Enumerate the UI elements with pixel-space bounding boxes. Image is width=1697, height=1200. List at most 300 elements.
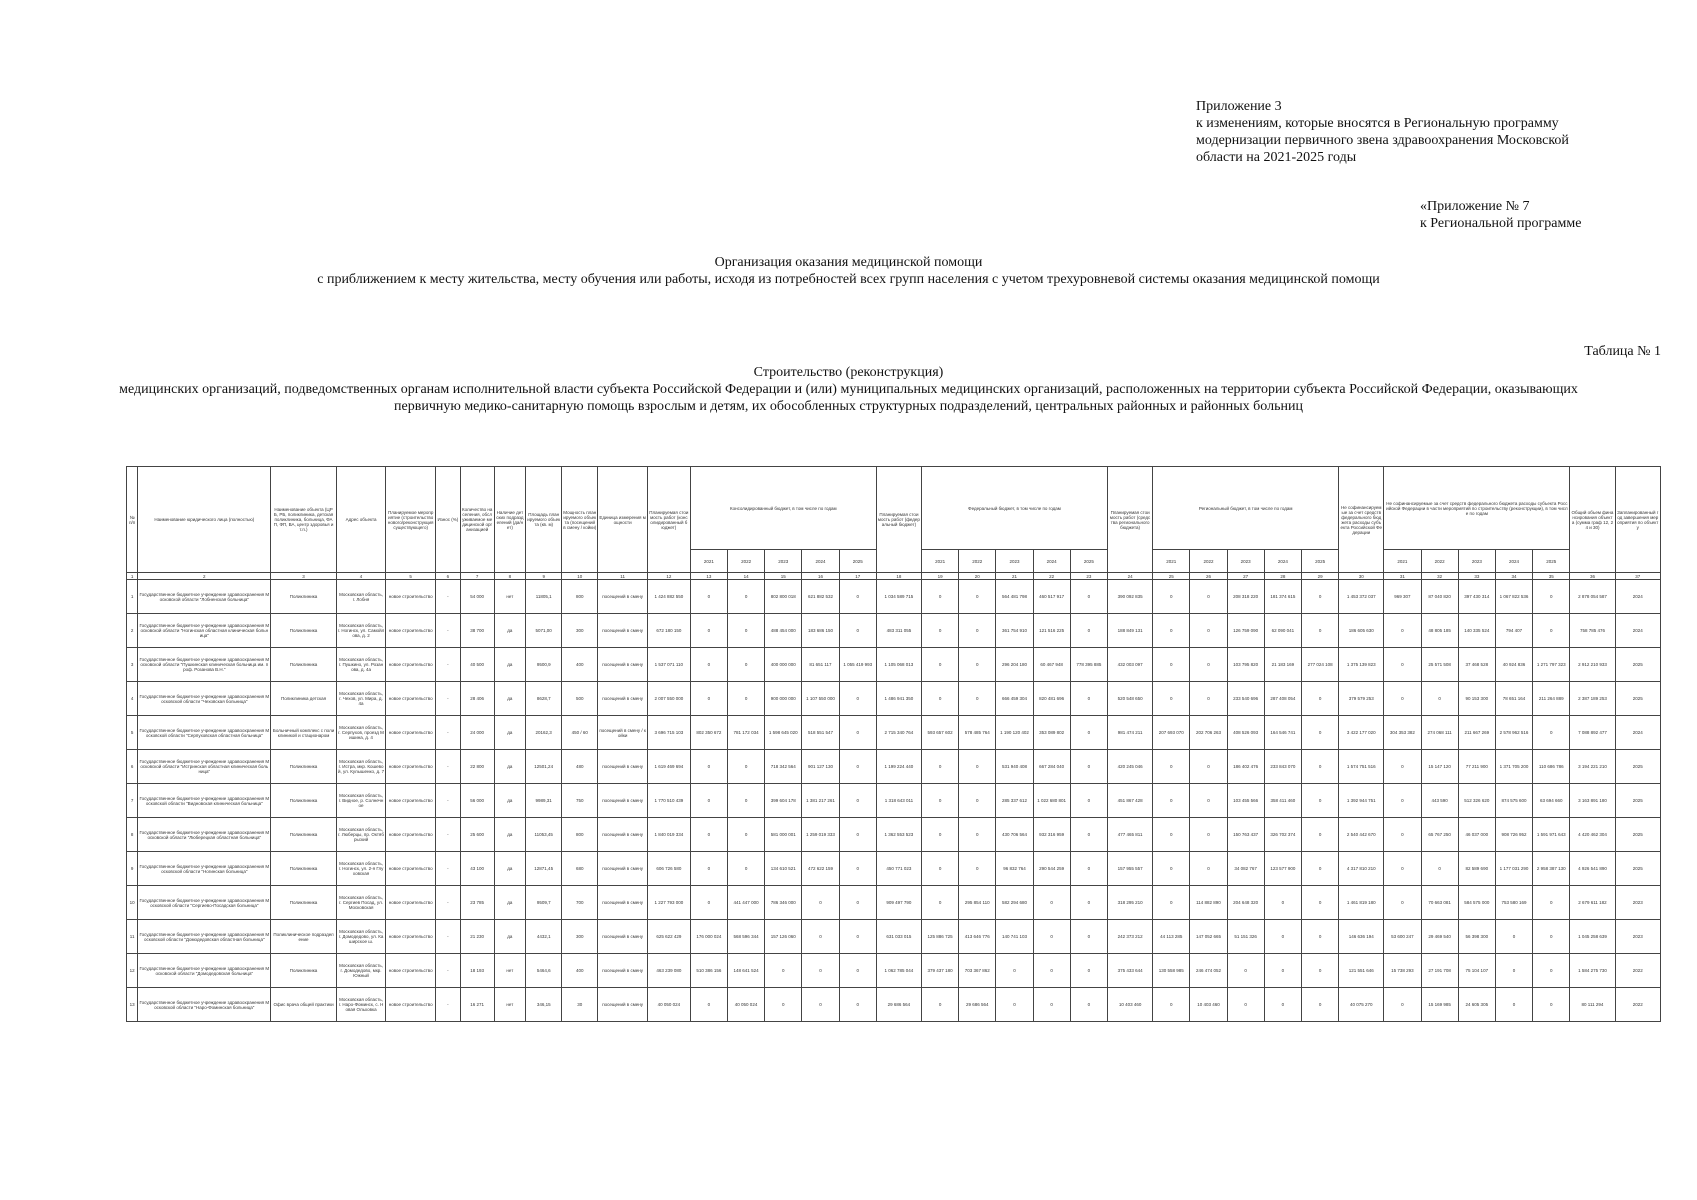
- cell-wear: -: [435, 648, 460, 682]
- cell-cofinance-2025: 0: [1533, 716, 1570, 750]
- column-number: 28: [1264, 573, 1301, 580]
- header-cof-total: Не софинансируемые за счет средств федерального бюджета расходы субъекта Российской Федерации: [1339, 467, 1384, 573]
- column-number: 29: [1301, 573, 1338, 580]
- cell-regional-2023: 186 402 476: [1227, 750, 1264, 784]
- cell-cof-total: 186 605 630: [1339, 614, 1384, 648]
- cell-reg-total: 451 867 428: [1108, 784, 1153, 818]
- cell-federal-2024: 1 022 680 801: [1033, 784, 1070, 818]
- cell-consolidated-2025: 0: [839, 750, 876, 784]
- cell-regional-2025: 0: [1301, 580, 1338, 614]
- cell-wear: -: [435, 614, 460, 648]
- cell-total: 2 387 189 253: [1570, 682, 1615, 716]
- table-title: [0, 364, 1697, 415]
- cell-consolidated-2024: 0: [802, 920, 839, 954]
- cell-area: 5071,00: [526, 614, 562, 648]
- table-row: [127, 648, 1661, 682]
- cell-regional-2022: 0: [1190, 750, 1227, 784]
- column-number: 5: [386, 573, 436, 580]
- header-year-regional-2022: 2022: [1190, 550, 1227, 573]
- cell-cof-total: 146 636 194: [1339, 920, 1384, 954]
- cell-federal-2025: 0: [1070, 818, 1107, 852]
- cell-cost: 606 726 580: [647, 852, 690, 886]
- cell-cost: 40 050 024: [647, 988, 690, 1022]
- cell-wear: -: [435, 988, 460, 1022]
- cell-consolidated-2024: 518 551 547: [802, 716, 839, 750]
- cell-federal-2024: 0: [1033, 920, 1070, 954]
- cell-population: 28 406: [460, 682, 494, 716]
- cell-name: Государственное бюджетное учреждение здравоохранения Московской области "Наро-Фоминская больница": [138, 988, 271, 1022]
- header-group-consolidated: Консолидированный бюджет, в том числе по годам: [690, 467, 876, 550]
- cell-total: 2 912 210 933: [1570, 648, 1615, 682]
- cell-cofinance-2022: 48 805 185: [1421, 614, 1458, 648]
- header-year-regional-2024: 2024: [1264, 550, 1301, 573]
- cell-cofinance-2025: 0: [1533, 920, 1570, 954]
- cell-regional-2025: 0: [1301, 614, 1338, 648]
- cell-cofinance-2022: 0: [1421, 682, 1458, 716]
- cell-wear: -: [435, 580, 460, 614]
- cell-regional-2022: 0: [1190, 852, 1227, 886]
- cell-regional-2021: 207 693 070: [1153, 716, 1190, 750]
- cell-area: 346,15: [526, 988, 562, 1022]
- cell-cofinance-2022: 15 169 985: [1421, 988, 1458, 1022]
- cell-name: Государственное бюджетное учреждение здравоохранения Московской области "Лобненская больница": [138, 580, 271, 614]
- cell-address: Московская область, г. Домодедово, мкр. Южный: [336, 954, 386, 988]
- table-row: [127, 954, 1661, 988]
- cell-wear: -: [435, 750, 460, 784]
- header-year-cofinance-2022: 2022: [1421, 550, 1458, 573]
- column-number: 2: [138, 573, 271, 580]
- cell-wear: -: [435, 852, 460, 886]
- table-title-line-2: медицинских организаций, подведомственных органам исполнительной власти субъекта Российской Федерации и (или) муниципальных медицинских организаций, расположенных на территории субъекта Российской Федерации, оказывающих: [119, 382, 1578, 397]
- cell-area: 5464,6: [526, 954, 562, 988]
- column-number: 32: [1421, 573, 1458, 580]
- cell-children: да: [494, 648, 526, 682]
- column-number: 11: [598, 573, 648, 580]
- cell-regional-2021: 0: [1153, 614, 1190, 648]
- cell-object: Поликлиническое подразделение: [271, 920, 336, 954]
- cell-total: 2 679 611 182: [1570, 886, 1615, 920]
- cell-federal-2021: 0: [921, 852, 958, 886]
- table-row: [127, 682, 1661, 716]
- cell-regional-2023: 51 151 326: [1227, 920, 1264, 954]
- cell-object: Больничный комплекс с поликлиникой и стационаром: [271, 716, 336, 750]
- cell-cost: 1 424 882 550: [647, 580, 690, 614]
- cell-regional-2022: 246 474 052: [1190, 954, 1227, 988]
- cell-consolidated-2021: 0: [690, 682, 727, 716]
- cell-address: Московская область, г. Люберцы, пр. Октябрьский: [336, 818, 386, 852]
- cell-cofinance-2024: 0: [1495, 954, 1532, 988]
- header-group-federal: Федеральный бюджет, в том числе по годам: [921, 467, 1107, 550]
- cell-cofinance-2025: 110 686 786: [1533, 750, 1570, 784]
- cell-federal-2022: 0: [959, 580, 996, 614]
- header-population: Количество населения, обслуживаемое медицинской организацией: [460, 467, 494, 573]
- cell-reg-total: 520 548 650: [1108, 682, 1153, 716]
- cell-unit: посещений в смену: [598, 954, 648, 988]
- table-row: [127, 920, 1661, 954]
- cell-consolidated-2023: 0: [765, 988, 802, 1022]
- cell-name: Государственное бюджетное учреждение здравоохранения Московской области "Домодедовская областная больница": [138, 920, 271, 954]
- column-number: 7: [460, 573, 494, 580]
- cell-consolidated-2023: 488 454 000: [765, 614, 802, 648]
- cell-consolidated-2023: 718 342 564: [765, 750, 802, 784]
- cell-regional-2023: 0: [1227, 954, 1264, 988]
- column-number: 17: [839, 573, 876, 580]
- cell-cofinance-2023: 56 398 300: [1458, 920, 1495, 954]
- cell-object: Офис врача общей практики: [271, 988, 336, 1022]
- cell-regional-2021: 0: [1153, 750, 1190, 784]
- cell-consolidated-2024: 1 107 550 000: [802, 682, 839, 716]
- annex-line-4: области на 2021-2025 годы: [1196, 150, 1357, 165]
- cell-consolidated-2025: 0: [839, 920, 876, 954]
- cell-federal-2021: 379 437 180: [921, 954, 958, 988]
- cell-area: 12871,45: [526, 852, 562, 886]
- cell-regional-2021: 0: [1153, 682, 1190, 716]
- cell-cofinance-2021: 0: [1384, 648, 1421, 682]
- cell-regional-2025: 0: [1301, 886, 1338, 920]
- cell-capacity: 30: [562, 988, 598, 1022]
- cell-federal-2025: 0: [1070, 682, 1107, 716]
- cell-object: Поликлиника: [271, 750, 336, 784]
- cell-total: 3 163 891 180: [1570, 784, 1615, 818]
- cell-unit: посещений в смену: [598, 784, 648, 818]
- cell-wear: -: [435, 886, 460, 920]
- cell-regional-2023: 208 318 220: [1227, 580, 1264, 614]
- header-capacity: Мощность планируемого объекта (посещений в смену / койки): [562, 467, 598, 573]
- cell-consolidated-2024: 0: [802, 988, 839, 1022]
- cell-area: 9989,31: [526, 784, 562, 818]
- cell-consolidated-2021: 0: [690, 852, 727, 886]
- cell-federal-2023: 296 204 180: [996, 648, 1033, 682]
- cell-consolidated-2022: 0: [727, 614, 764, 648]
- column-number: 16: [802, 573, 839, 580]
- cell-cofinance-2023: 46 037 000: [1458, 818, 1495, 852]
- cell-regional-2024: 0: [1264, 954, 1301, 988]
- cell-regional-2024: 233 843 070: [1264, 750, 1301, 784]
- cell-federal-2024: 290 544 259: [1033, 852, 1070, 886]
- table-row: [127, 614, 1661, 648]
- cell-regional-2024: 21 183 169: [1264, 648, 1301, 682]
- cell-regional-2024: 287 408 054: [1264, 682, 1301, 716]
- column-number: 14: [727, 573, 764, 580]
- cell-consolidated-2021: 510 386 156: [690, 954, 727, 988]
- table-row: [127, 852, 1661, 886]
- cell-regional-2022: 114 882 890: [1190, 886, 1227, 920]
- cell-year-end: 2025: [1615, 784, 1660, 818]
- cell-federal-2022: 0: [959, 852, 996, 886]
- cell-cofinance-2025: 0: [1533, 954, 1570, 988]
- cell-cofinance-2025: 1 271 797 323: [1533, 648, 1570, 682]
- cell-capacity: 300: [562, 614, 598, 648]
- cell-children: да: [494, 716, 526, 750]
- cell-address: Московская область, г. Чехов, ул. Мира, д. 4а: [336, 682, 386, 716]
- header-group-regional: Региональный бюджет, в том числе по годам: [1153, 467, 1339, 550]
- cell-federal-2024: 460 517 917: [1033, 580, 1070, 614]
- document-title-line-2: с приближением к месту жительства, месту обучения или работы, исходя из потребностей всех групп населения с учетом трехуровневой системы оказания медицинской помощи: [317, 272, 1380, 287]
- cell-cofinance-2024: 0: [1495, 920, 1532, 954]
- cell-type: новое строительство: [386, 886, 436, 920]
- cell-federal-2024: 0: [1033, 954, 1070, 988]
- cell-object: Поликлиника: [271, 648, 336, 682]
- column-number: 4: [336, 573, 386, 580]
- cell-type: новое строительство: [386, 920, 436, 954]
- cell-federal-2023: 564 481 798: [996, 580, 1033, 614]
- cell-population: 56 000: [460, 784, 494, 818]
- cell-unit: посещений в смену: [598, 818, 648, 852]
- cell-children: да: [494, 886, 526, 920]
- column-number: 30: [1339, 573, 1384, 580]
- cell-regional-2023: 233 540 696: [1227, 682, 1264, 716]
- cell-name: Государственное бюджетное учреждение здравоохранения Московской области "Люберецкая областная больница": [138, 818, 271, 852]
- cell-unit: посещений в смену / койки: [598, 716, 648, 750]
- cell-children: нет: [494, 988, 526, 1022]
- cell-type: новое строительство: [386, 682, 436, 716]
- column-number: 18: [876, 573, 921, 580]
- cell-cofinance-2023: 75 104 107: [1458, 954, 1495, 988]
- cell-regional-2024: 123 577 900: [1264, 852, 1301, 886]
- cell-capacity: 480: [562, 750, 598, 784]
- cell-consolidated-2022: 0: [727, 784, 764, 818]
- cell-regional-2023: 408 526 093: [1227, 716, 1264, 750]
- header-children: Наличие детских подразделений (да/нет): [494, 467, 526, 573]
- cell-federal-2023: 1 190 120 402: [996, 716, 1033, 750]
- cell-area: 9509,7: [526, 886, 562, 920]
- table-row: [127, 750, 1661, 784]
- cell-cofinance-2022: 274 068 111: [1421, 716, 1458, 750]
- cell-regional-2025: 0: [1301, 750, 1338, 784]
- header-type: Планируемое мероприятие (строительство нового/реконструкция существующего): [386, 467, 436, 573]
- cell-cofinance-2022: 65 767 250: [1421, 818, 1458, 852]
- header-area: Площадь планируемого объекта (кв. м): [526, 467, 562, 573]
- document-title-line-1: Организация оказания медицинской помощи: [714, 255, 983, 270]
- table-row: [127, 818, 1661, 852]
- cell-federal-2023: 430 706 564: [996, 818, 1033, 852]
- cell-federal-2023: 666 459 304: [996, 682, 1033, 716]
- column-number: 35: [1533, 573, 1570, 580]
- cell-year-end: 2025: [1615, 750, 1660, 784]
- cell-cofinance-2021: 0: [1384, 750, 1421, 784]
- cell-consolidated-2024: 183 686 150: [802, 614, 839, 648]
- cell-federal-2021: 0: [921, 988, 958, 1022]
- column-number: 10: [562, 573, 598, 580]
- cell-cofinance-2021: 0: [1384, 818, 1421, 852]
- cell-regional-2022: 0: [1190, 818, 1227, 852]
- cell-federal-2025: 0: [1070, 988, 1107, 1022]
- cell-population: 24 000: [460, 716, 494, 750]
- construction-table: [126, 466, 1661, 1022]
- cell-fed-total: 631 033 015: [876, 920, 921, 954]
- cell-regional-2022: 0: [1190, 682, 1227, 716]
- cell-consolidated-2025: 1 055 419 993: [839, 648, 876, 682]
- cell-regional-2021: 0: [1153, 580, 1190, 614]
- cell-address: Московская область, г. Лобня: [336, 580, 386, 614]
- cell-area: 12501,24: [526, 750, 562, 784]
- cell-area: 20162,3: [526, 716, 562, 750]
- cell-cofinance-2022: 29 469 540: [1421, 920, 1458, 954]
- column-number: 25: [1153, 573, 1190, 580]
- cell-population: 23 785: [460, 886, 494, 920]
- cell-unit: посещений в смену: [598, 648, 648, 682]
- header-year-regional-2025: 2025: [1301, 550, 1338, 573]
- cell-capacity: 700: [562, 886, 598, 920]
- cell-consolidated-2024: 1 259 019 333: [802, 818, 839, 852]
- header-year-federal-2024: 2024: [1033, 550, 1070, 573]
- cell-year-end: 2024: [1615, 614, 1660, 648]
- header-year-regional-2021: 2021: [1153, 550, 1190, 573]
- header-year-federal-2021: 2021: [921, 550, 958, 573]
- cell-federal-2023: 531 940 408: [996, 750, 1033, 784]
- cell-population: 54 000: [460, 580, 494, 614]
- cell-cofinance-2021: 304 353 382: [1384, 716, 1421, 750]
- cell-regional-2025: 0: [1301, 852, 1338, 886]
- cell-federal-2024: 0: [1033, 886, 1070, 920]
- cell-cofinance-2024: 874 575 600: [1495, 784, 1532, 818]
- cell-cofinance-2025: 0: [1533, 988, 1570, 1022]
- cell-name: Государственное бюджетное учреждение здравоохранения Московской области "Видновская клиническая больница": [138, 784, 271, 818]
- column-number: 8: [494, 573, 526, 580]
- cell-consolidated-2022: 40 050 024: [727, 988, 764, 1022]
- cell-cofinance-2023: 90 153 300: [1458, 682, 1495, 716]
- cell-consolidated-2022: 0: [727, 580, 764, 614]
- cell-federal-2021: 0: [921, 818, 958, 852]
- cell-federal-2025: 0: [1070, 852, 1107, 886]
- cell-cofinance-2021: 0: [1384, 614, 1421, 648]
- table-row: [127, 988, 1661, 1022]
- cell-cof-total: 379 579 253: [1339, 682, 1384, 716]
- cell-fed-total: 450 771 023: [876, 852, 921, 886]
- cell-regional-2025: 0: [1301, 784, 1338, 818]
- cell-regional-2021: 0: [1153, 852, 1190, 886]
- column-number: 19: [921, 573, 958, 580]
- cell-consolidated-2023: 1 598 645 020: [765, 716, 802, 750]
- cell-type: новое строительство: [386, 750, 436, 784]
- cell-unit: посещений в смену: [598, 852, 648, 886]
- cell-capacity: 400: [562, 954, 598, 988]
- cell-children: да: [494, 614, 526, 648]
- annex-regional-line-2: к Региональной программе: [1420, 216, 1582, 231]
- cell-capacity: 800: [562, 580, 598, 614]
- cell-consolidated-2025: 0: [839, 580, 876, 614]
- cell-consolidated-2022: 781 172 034: [727, 716, 764, 750]
- cell-reg-total: 318 295 210: [1108, 886, 1153, 920]
- cell-reg-total: 375 433 644: [1108, 954, 1153, 988]
- column-number: 34: [1495, 573, 1532, 580]
- header-year-regional-2023: 2023: [1227, 550, 1264, 573]
- cell-reg-total: 10 403 460: [1108, 988, 1153, 1022]
- cell-area: 11053,45: [526, 818, 562, 852]
- cell-consolidated-2025: 0: [839, 954, 876, 988]
- cell-capacity: 800: [562, 818, 598, 852]
- header-year-end: Запланированный год завершения мероприятия по объекту: [1615, 467, 1660, 573]
- column-number: 37: [1615, 573, 1660, 580]
- cell-federal-2022: 0: [959, 818, 996, 852]
- cell-year-end: 2025: [1615, 852, 1660, 886]
- cell-cofinance-2022: 27 191 708: [1421, 954, 1458, 988]
- cell-regional-2023: 34 082 767: [1227, 852, 1264, 886]
- cell-federal-2025: 0: [1070, 920, 1107, 954]
- cell-federal-2024: 932 316 959: [1033, 818, 1070, 852]
- cell-unit: посещений в смену: [598, 682, 648, 716]
- column-number: 12: [647, 573, 690, 580]
- cell-type: новое строительство: [386, 818, 436, 852]
- cell-wear: -: [435, 682, 460, 716]
- cell-fed-total: 1 034 589 715: [876, 580, 921, 614]
- cell-federal-2025: 0: [1070, 716, 1107, 750]
- cell-unit: посещений в смену: [598, 614, 648, 648]
- cell-consolidated-2024: 901 127 130: [802, 750, 839, 784]
- cell-type: новое строительство: [386, 648, 436, 682]
- cell-population: 43 100: [460, 852, 494, 886]
- cell-cofinance-2024: 2 578 962 516: [1495, 716, 1532, 750]
- cell-cofinance-2024: 1 067 822 536: [1495, 580, 1532, 614]
- annex-line-3: модернизации первичного звена здравоохранения Московской: [1196, 133, 1569, 148]
- cell-federal-2022: 0: [959, 784, 996, 818]
- cell-consolidated-2023: 802 800 018: [765, 580, 802, 614]
- column-number: 24: [1108, 573, 1153, 580]
- cell-no: 13: [127, 988, 138, 1022]
- cell-reg-total: 477 465 811: [1108, 818, 1153, 852]
- header-wear: Износ (%): [435, 467, 460, 573]
- cell-cofinance-2024: 0: [1495, 988, 1532, 1022]
- cell-cofinance-2021: 0: [1384, 852, 1421, 886]
- table-row: [127, 716, 1661, 750]
- column-number: 23: [1070, 573, 1107, 580]
- cell-year-end: 2025: [1615, 648, 1660, 682]
- cell-consolidated-2021: 0: [690, 580, 727, 614]
- header-year-cofinance-2025: 2025: [1533, 550, 1570, 573]
- cell-name: Государственное бюджетное учреждение здравоохранения Московской области "Домодедовская больница": [138, 954, 271, 988]
- cell-cofinance-2022: 0: [1421, 852, 1458, 886]
- header-object: Наименование объекта (ЦРБ, РБ, поликлиника, детская поликлиника, больница, ФАП, ФП, ВА, центр здоровья и т.п.): [271, 467, 336, 573]
- cell-cofinance-2022: 443 590: [1421, 784, 1458, 818]
- cell-regional-2022: 10 403 460: [1190, 988, 1227, 1022]
- cell-unit: посещений в смену: [598, 886, 648, 920]
- cell-children: да: [494, 682, 526, 716]
- cell-population: 38 700: [460, 614, 494, 648]
- header-year-consolidated-2023: 2023: [765, 550, 802, 573]
- cell-cofinance-2023: 584 575 000: [1458, 886, 1495, 920]
- cell-federal-2023: 582 294 680: [996, 886, 1033, 920]
- column-number: 33: [1458, 573, 1495, 580]
- cell-cofinance-2022: 15 147 120: [1421, 750, 1458, 784]
- cell-object: Поликлиника: [271, 886, 336, 920]
- column-number: 27: [1227, 573, 1264, 580]
- cell-federal-2022: 0: [959, 614, 996, 648]
- cell-regional-2025: 277 024 108: [1301, 648, 1338, 682]
- cell-consolidated-2023: 786 346 000: [765, 886, 802, 920]
- cell-cofinance-2023: 140 335 524: [1458, 614, 1495, 648]
- cell-cofinance-2025: 2 958 387 130: [1533, 852, 1570, 886]
- cell-federal-2024: 0: [1033, 988, 1070, 1022]
- cell-wear: -: [435, 818, 460, 852]
- cell-consolidated-2021: 0: [690, 784, 727, 818]
- cell-fed-total: 1 062 785 044: [876, 954, 921, 988]
- cell-wear: -: [435, 920, 460, 954]
- cell-consolidated-2023: 400 000 000: [765, 648, 802, 682]
- table-title-line-1: Строительство (реконструкция): [753, 365, 944, 380]
- cell-cof-total: 1 392 944 751: [1339, 784, 1384, 818]
- cell-population: 16 271: [460, 988, 494, 1022]
- cell-consolidated-2024: 621 882 532: [802, 580, 839, 614]
- cell-population: 21 230: [460, 920, 494, 954]
- column-number: 26: [1190, 573, 1227, 580]
- cell-consolidated-2022: 0: [727, 648, 764, 682]
- annex-regional-block: [1420, 198, 1670, 232]
- cell-consolidated-2022: 0: [727, 852, 764, 886]
- cell-cofinance-2025: 0: [1533, 614, 1570, 648]
- cell-consolidated-2025: 0: [839, 784, 876, 818]
- header-year-federal-2022: 2022: [959, 550, 996, 573]
- cell-regional-2025: 0: [1301, 954, 1338, 988]
